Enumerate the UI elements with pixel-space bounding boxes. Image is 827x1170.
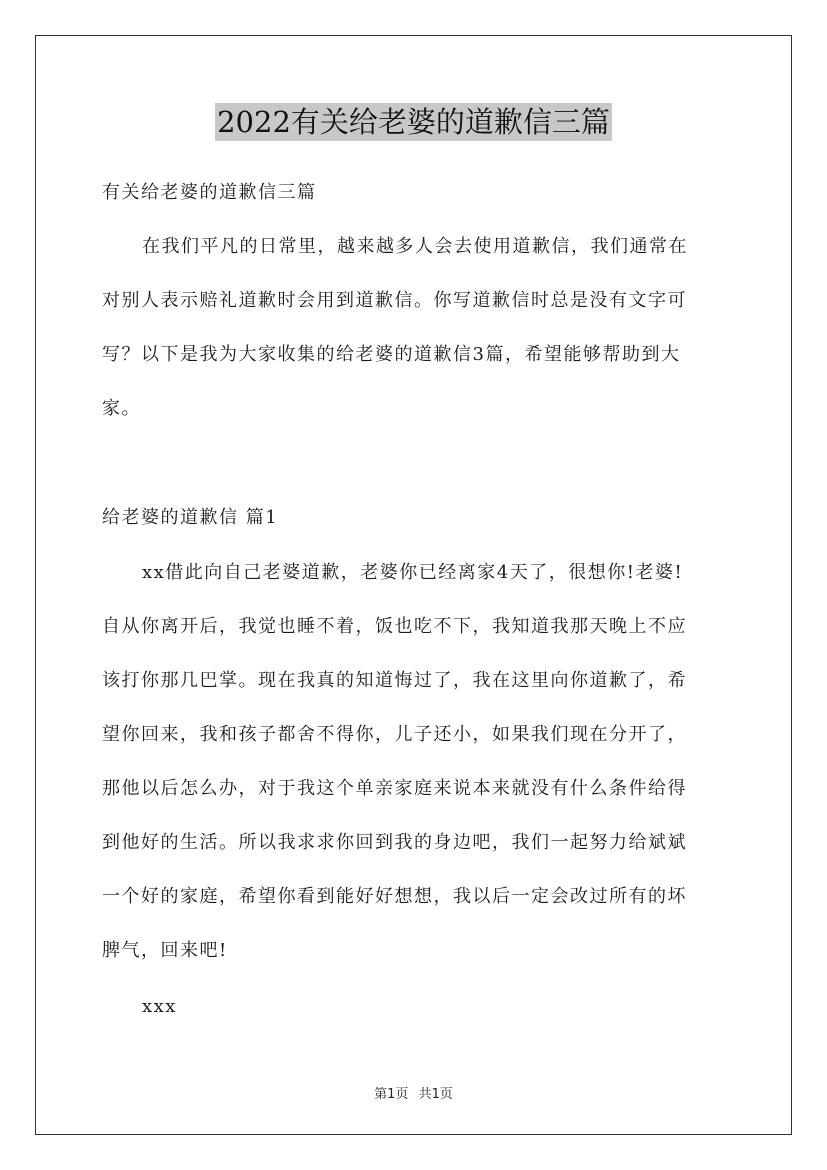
- intro-line: 对别人表示赔礼道歉时会用到道歉信。你写道歉信时总是没有文字可: [102, 290, 687, 311]
- intro-line: 在我们平凡的日常里，越来越多人会去使用道歉信，我们通常在: [142, 236, 688, 257]
- letter-line: 该打你那几巴掌。现在我真的知道悔过了，我在这里向你道歉了，希: [102, 670, 687, 691]
- section-heading: 给老婆的道歉信 篇1: [102, 507, 279, 528]
- letter-line: 那他以后怎么办，对于我这个单亲家庭来说本来就没有什么条件给得: [102, 778, 687, 799]
- page-number: 第1页: [374, 1087, 409, 1102]
- letter-line: 望你回来，我和孩子都舍不得你，儿子还小，如果我们现在分开了，: [102, 724, 687, 745]
- letter-line: 脾气，回来吧!: [102, 940, 228, 961]
- document-title: 2022有关给老婆的道歉信三篇: [217, 105, 610, 139]
- page-total: 共1页: [418, 1087, 453, 1102]
- intro-line: 家。: [102, 398, 141, 419]
- letter-line: xx借此向自己老婆道歉，老婆你已经离家4天了，很想你!老婆!: [142, 562, 684, 583]
- signature: xxx: [142, 996, 177, 1017]
- letter-line: 一个好的家庭，希望你看到能好好想想，我以后一定会改过所有的坏: [102, 886, 687, 907]
- subtitle: 有关给老婆的道歉信三篇: [102, 182, 317, 203]
- page-footer: [0, 1083, 827, 1102]
- letter-line: 自从你离开后，我觉也睡不着，饭也吃不下，我知道我那天晚上不应: [102, 616, 687, 637]
- letter-line: 到他好的生活。所以我求求你回到我的身边吧，我们一起努力给斌斌: [102, 832, 687, 853]
- intro-line: 写？以下是我为大家收集的给老婆的道歉信3篇，希望能够帮助到大: [102, 344, 681, 365]
- title-container: [0, 103, 827, 141]
